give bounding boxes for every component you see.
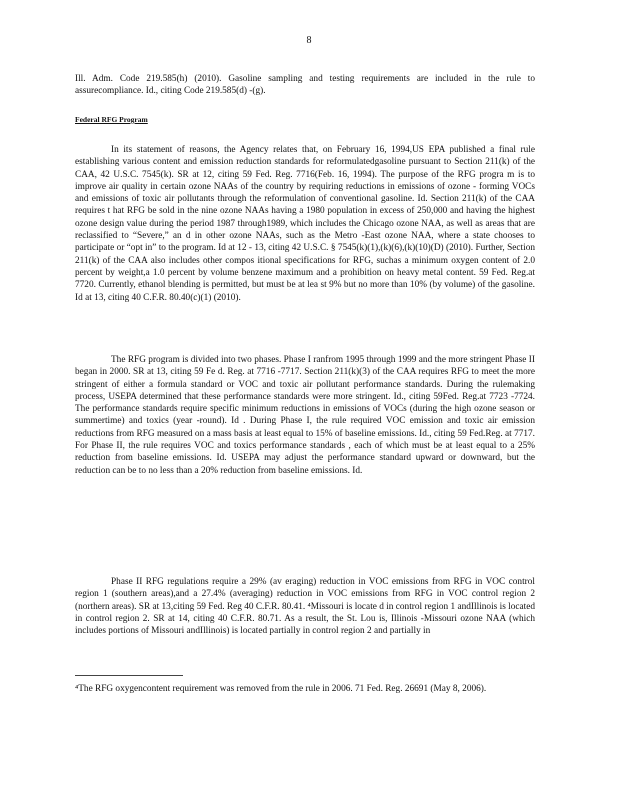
footnote: ⁴The RFG oxygencontent requirement was removed from the rule in 2006. 71 Fed. Reg. 26691 (May 8, 2006). bbox=[75, 684, 487, 694]
paragraph-phase-ii: Phase II RFG regulations require a 29% (av eraging) reduction in VOC emissions from RFG in VOC control region 1 (southern areas),and a 27.4% (averaging) reduction in VOC emissions from RFG in VOC control region 2 (northern areas). SR at 13,citing 59 Fed. Reg 40 C.F.R. 80.41. ⁴Missouri is locate d in control region 1 andIllinois is located in control region 2. SR at 14, citing 40 C.F.R. 80.71. As a result, the St. Lou is, Illinois -Missouri ozone NAA (which includes portions of Missouri andIllinois) is located partially in control region 2 and partially in bbox=[75, 577, 535, 637]
paragraph-rfg-phases: The RFG program is divided into two phases. Phase I ranfrom 1995 through 1999 and the more stringent Phase II began in 2000. SR at 13, citing 59 Fe d. Reg. at 7716 -7717. Section 211(k)(3) of the CAA requires RFG to meet the more stringent of either a formula standard or VOC and toxic air pollutant performance standards. During the rulemaking process, USEPA determined that these performance standards were more stringent. Id., citing 59Fed. Reg.at 7723 -7724. The performance standards require specific minimum reductions in emissions of VOCs (during the high ozone season or summertime) and toxics (year -round). Id . During Phase I, the rule required VOC emission and toxic air emission reductions from RFG measured on a mass basis at least equal to 15% of baseline emissions. Id., citing 59 Fed.Reg. at 7717. For Phase II, the rule requires VOC and toxics performance standards , each of which must be at least equal to a 25% reduction from baseline emissions. Id. USEPA may adjust the performance standard upward or downward, but the reduction can be to no less than a 20% reduction from baseline emissions. Id. bbox=[75, 355, 535, 476]
section-heading: Federal RFG Program bbox=[75, 115, 148, 124]
footnote-separator bbox=[75, 675, 183, 676]
paragraph-continued: Ill. Adm. Code 219.585(h) (2010). Gasoline sampling and testing requirements are included in the rule to assurecompliance. Id., citing Code 219.585(d) -(g). bbox=[75, 74, 535, 97]
paragraph-statement-of-reasons: In its statement of reasons, the Agency relates that, on February 16, 1994,US EPA published a final rule establishing various content and emission reduction standards for reformulatedgasoline pursuant to Section 211(k) of the CAA, 42 U.S.C. 7545(k). SR at 12, citing 59 Fed. Reg. 7716(Feb. 16, 1994). The purpose of the RFG progra m is to improve air quality in certain ozone NAAs of the country by requiring reductions in emissions of ozone - forming VOCs and emissions of toxic air pollutants through the reformulation of conventional gasoline. Id. Section 211(k) of the CAA requires t hat RFG be sold in the nine ozone NAAs having a 1980 population in excess of 250,000 and having the highest ozone design value during the period 1987 through1989, which includes the Chicago ozone NAA, as well as areas that are reclassified to “Severe,” an d in other ozone NAAs, such as the Metro -East ozone NAA, where a state chooses to participate or “opt in” to the program. Id at 12 - 13, citing 42 U.S.C. § 7545(k)(1),(k)(6),(k)(10)(D) (2010). Further, Section 211(k) of the CAA also includes other compos itional specifications for RFG, suchas a minimum oxygen content of 2.0 percent by weight,a 1.0 percent by volume benzene maximum and a prohibition on heavy metal content. 59 Fed. Reg.at 7720. Currently, ethanol blending is permitted, but must be at lea st 9% but no more than 10% (by volume) of the gasoline. Id at 13, citing 40 C.F.R. 80.40(c)(1) (2010). bbox=[75, 145, 535, 303]
page-number: 8 bbox=[306, 35, 312, 46]
